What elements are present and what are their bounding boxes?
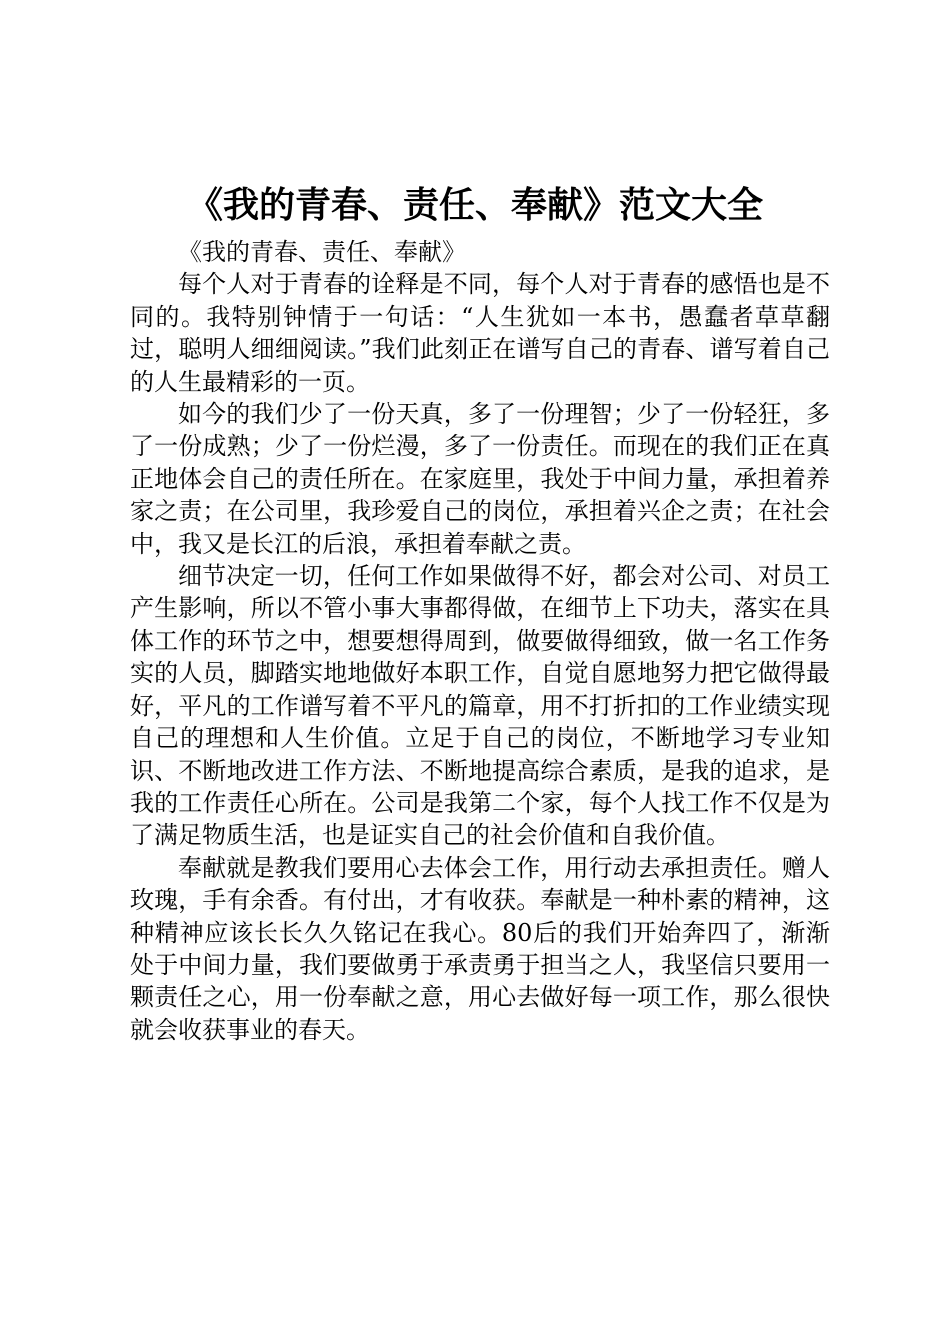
paragraph-4: 奉献就是教我们要用心去体会工作，用行动去承担责任。赠人玫瑰，手有余香。有付出，才有收获。奉献是一种朴素的精神，这种精神应该长长久久铭记在我心。80后的我们开始奔四了，渐渐处于中间力量，我们要做勇于承责勇于担当之人，我坚信只要用一颗责任之心，用一份奉献之意，用心去做好每一项工作，那么很快就会收获事业的春天。	[130, 853, 830, 1044]
paragraph-1: 每个人对于青春的诠释是不同，每个人对于青春的感悟也是不同的。我特别钟情于一句话：“人生犹如一本书，愚蠢者草草翻过，聪明人细细阅读。”我们此刻正在谱写自己的青春、谱写着自己的人生最精彩的一页。	[130, 270, 830, 396]
paragraph-2: 如今的我们少了一份天真，多了一份理智；少了一份轻狂，多了一份成熟；少了一份烂漫，多了一份责任。而现在的我们正在真正地体会自己的责任所在。在家庭里，我处于中间力量，承担着养家之责；在公司里，我珍爱自己的岗位，承担着兴企之责；在社会中，我又是长江的后浪，承担着奉献之责。	[130, 400, 830, 558]
document-title: 《我的青春、责任、奉献》范文大全	[186, 185, 763, 226]
document-body	[130, 236, 830, 1046]
article-subtitle: 《我的青春、责任、奉献》	[178, 238, 466, 266]
paragraph-3: 细节决定一切，任何工作如果做得不好，都会对公司、对员工产生影响，所以不管小事大事都得做，在细节上下功夫，落实在具体工作的环节之中，想要想得周到，做要做得细致，做一名工作务实的人员，脚踏实地地做好本职工作，自觉自愿地努力把它做得最好，平凡的工作谱写着不平凡的篇章，用不打折扣的工作业绩实现自己的理想和人生价值。立足于自己的岗位，不断地学习专业知识、不断地改进工作方法、不断地提高综合素质，是我的追求，是我的工作责任心所在。公司是我第二个家，每个人找工作不仅是为了满足物质生活，也是证实自己的社会价值和自我价值。	[130, 562, 830, 850]
